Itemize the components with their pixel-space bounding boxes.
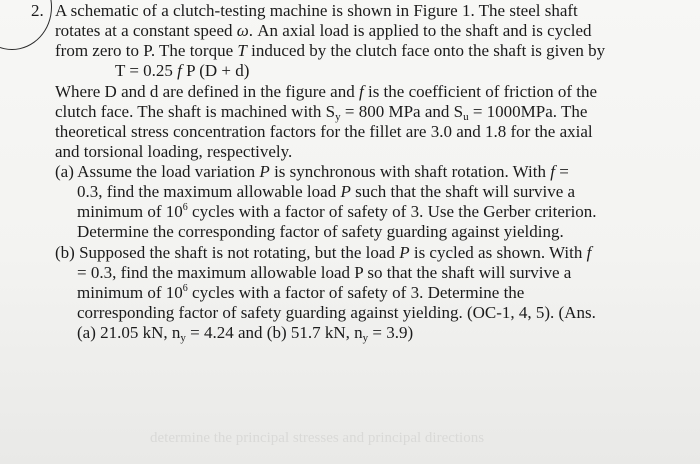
part-b-line-3: minimum of $10^6$ cycles with a factor of safety of 3. Determine the: [77, 283, 525, 302]
part-a-line-3: minimum of $10^6$ cycles with a factor of safety of 3. Use the Gerber criterion.: [77, 202, 597, 221]
text-line-3: from zero to P. The torque T induced by the clutch face onto the shaft is given by: [55, 41, 606, 60]
text-line-8: and torsional loading, respectively.: [55, 142, 293, 161]
problem-number: 2.: [31, 1, 44, 20]
part-a-line-2: 0.3, find the maximum allowable load P such that the shaft will survive a: [77, 182, 576, 201]
part-a-line-4: Determine the corresponding factor of safety guarding against yielding.: [77, 222, 564, 241]
part-a-line-1: (a) Assume the load variation P is synchronous with shaft rotation. With f =: [55, 162, 569, 181]
faint-bleed-through-text: determine the principal stresses and principal directions: [150, 430, 485, 446]
part-b-line-2: = 0.3, find the maximum allowable load P so that the shaft will survive a: [77, 263, 572, 282]
answers-line: (a) 21.05 kN, $n_y = 4.24$ and (b) 51.7 kN, $n_y = 3.9$): [77, 323, 414, 344]
text-line-2: rotates at a constant speed ω. An axial load is applied to the shaft and is cycled: [55, 21, 592, 40]
part-b-line-4: corresponding factor of safety guarding against yielding. (OC-1, 4, 5). (Ans.: [77, 303, 596, 322]
text-line-6: clutch face. The shaft is machined with $S_y = 800$ MPa and $S_u = 1000MPa$. The: [55, 102, 588, 123]
handwritten-circle-mark: [0, 0, 52, 50]
text-line-1: A schematic of a clutch-testing machine is shown in Figure 1. The steel shaft: [55, 1, 578, 20]
part-b-line-1: (b) Supposed the shaft is not rotating, but the load P is cycled as shown. With f: [55, 243, 592, 262]
torque-equation: T = 0.25 f P (D + d): [115, 61, 250, 80]
text-line-7: theoretical stress concentration factors for the fillet are 3.0 and 1.8 for the axial: [55, 122, 593, 141]
text-line-5: Where D and d are defined in the figure and f is the coefficient of friction of the: [55, 82, 598, 101]
